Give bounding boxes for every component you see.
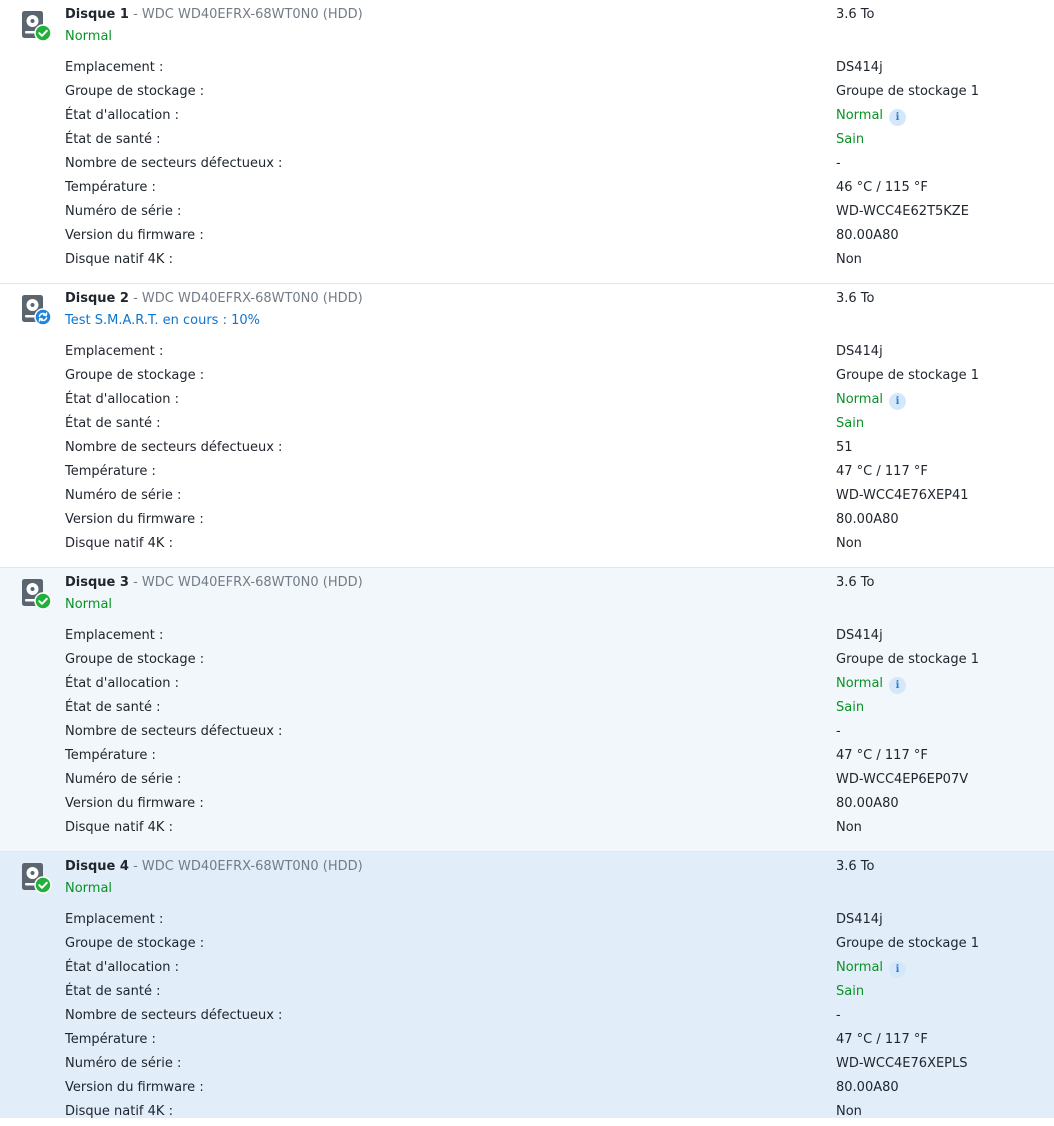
disk-item-2[interactable] — [0, 284, 1054, 568]
prop-value: 80.00A80 — [836, 1080, 899, 1095]
disk-properties — [65, 624, 1025, 840]
prop-allocation — [65, 956, 1025, 980]
allocation-status: Normal — [836, 392, 884, 407]
prop-value: Groupe de stockage 1 — [836, 368, 979, 383]
prop-native-4k — [65, 1100, 1025, 1118]
prop-storage-pool — [65, 648, 1025, 672]
disk-name: Disque 4 — [65, 859, 129, 874]
check-circle-icon — [35, 877, 51, 893]
prop-label: État de santé : — [65, 416, 161, 431]
allocation-status: Normal — [836, 108, 884, 123]
prop-value: DS414j — [836, 344, 883, 359]
prop-health — [65, 412, 1025, 436]
disk-name: Disque 1 — [65, 7, 129, 22]
prop-bad-sectors — [65, 720, 1025, 744]
prop-label: Groupe de stockage : — [65, 368, 205, 383]
prop-health — [65, 128, 1025, 152]
prop-label: Numéro de série : — [65, 772, 182, 787]
prop-value: Non — [836, 1104, 862, 1118]
prop-label: Température : — [65, 1032, 156, 1047]
prop-label: Disque natif 4K : — [65, 820, 173, 835]
prop-health — [65, 980, 1025, 1004]
prop-storage-pool — [65, 364, 1025, 388]
prop-value-wrap — [836, 108, 906, 126]
check-circle-icon — [35, 593, 51, 609]
prop-value: Sain — [836, 416, 865, 431]
title-separator: - — [133, 859, 138, 874]
prop-bad-sectors — [65, 436, 1025, 460]
prop-value: Groupe de stockage 1 — [836, 84, 979, 99]
prop-label: Température : — [65, 464, 156, 479]
prop-location — [65, 340, 1025, 364]
prop-label: État d'allocation : — [65, 676, 180, 691]
prop-value: Sain — [836, 984, 865, 999]
prop-value: WD-WCC4E76XEP41 — [836, 488, 969, 503]
prop-value: Non — [836, 536, 862, 551]
check-circle-icon — [35, 25, 51, 41]
prop-value-wrap — [836, 392, 906, 410]
prop-label: Emplacement : — [65, 60, 164, 75]
prop-value: 51 — [836, 440, 853, 455]
prop-value: Non — [836, 252, 862, 267]
disk-item-4[interactable] — [0, 852, 1054, 1118]
prop-label: Version du firmware : — [65, 1080, 204, 1095]
disk-status: Normal — [65, 29, 113, 44]
prop-value: - — [836, 156, 841, 171]
prop-label: Température : — [65, 180, 156, 195]
prop-firmware — [65, 1076, 1025, 1100]
disk-title — [65, 290, 363, 307]
prop-value: DS414j — [836, 912, 883, 927]
prop-label: État d'allocation : — [65, 108, 180, 123]
hard-drive-icon — [20, 294, 52, 326]
prop-temperature — [65, 1028, 1025, 1052]
prop-allocation — [65, 104, 1025, 128]
prop-health — [65, 696, 1025, 720]
disk-title — [65, 574, 363, 591]
prop-label: Nombre de secteurs défectueux : — [65, 724, 283, 739]
prop-value: DS414j — [836, 60, 883, 75]
prop-label: État d'allocation : — [65, 392, 180, 407]
title-separator: - — [133, 291, 138, 306]
disk-title — [65, 6, 363, 23]
prop-location — [65, 908, 1025, 932]
prop-label: Disque natif 4K : — [65, 252, 173, 267]
disk-properties — [65, 340, 1025, 556]
prop-label: Nombre de secteurs défectueux : — [65, 156, 283, 171]
disk-item-3[interactable] — [0, 568, 1054, 852]
prop-label: Emplacement : — [65, 912, 164, 927]
prop-label: Nombre de secteurs défectueux : — [65, 440, 283, 455]
prop-value: Groupe de stockage 1 — [836, 652, 979, 667]
disk-title — [65, 858, 363, 875]
prop-value-wrap — [836, 960, 906, 978]
prop-storage-pool — [65, 932, 1025, 956]
prop-label: État de santé : — [65, 700, 161, 715]
prop-label: État de santé : — [65, 984, 161, 999]
disk-properties — [65, 908, 1025, 1118]
prop-label: Numéro de série : — [65, 204, 182, 219]
prop-location — [65, 624, 1025, 648]
hard-drive-icon — [20, 862, 52, 894]
disk-model: WDC WD40EFRX-68WT0N0 (HDD) — [141, 291, 363, 306]
prop-label: État de santé : — [65, 132, 161, 147]
hard-drive-icon — [20, 578, 52, 610]
prop-label: Numéro de série : — [65, 488, 182, 503]
disk-status: Normal — [65, 881, 113, 896]
prop-value: Non — [836, 820, 862, 835]
prop-value: 80.00A80 — [836, 512, 899, 527]
prop-allocation — [65, 672, 1025, 696]
prop-temperature — [65, 460, 1025, 484]
prop-label: Disque natif 4K : — [65, 536, 173, 551]
disk-name: Disque 2 — [65, 291, 129, 306]
disk-properties — [65, 56, 1025, 272]
prop-value: 80.00A80 — [836, 228, 899, 243]
disk-status: Normal — [65, 597, 113, 612]
prop-label: Groupe de stockage : — [65, 936, 205, 951]
prop-label: Groupe de stockage : — [65, 652, 205, 667]
prop-label: Emplacement : — [65, 344, 164, 359]
prop-value: Sain — [836, 132, 865, 147]
prop-bad-sectors — [65, 152, 1025, 176]
allocation-status: Normal — [836, 960, 884, 975]
prop-value: 46 °C / 115 °F — [836, 180, 928, 195]
disk-size: 3.6 To — [836, 859, 875, 874]
disk-status: Test S.M.A.R.T. en cours : 10% — [65, 313, 260, 328]
prop-value: - — [836, 1008, 841, 1023]
disk-model: WDC WD40EFRX-68WT0N0 (HDD) — [141, 859, 363, 874]
disk-size: 3.6 To — [836, 575, 875, 590]
prop-label: Groupe de stockage : — [65, 84, 205, 99]
disk-size: 3.6 To — [836, 7, 875, 22]
allocation-status: Normal — [836, 676, 884, 691]
prop-label: Numéro de série : — [65, 1056, 182, 1071]
prop-firmware — [65, 508, 1025, 532]
prop-native-4k — [65, 248, 1025, 272]
prop-value: WD-WCC4EP6EP07V — [836, 772, 969, 787]
prop-label: Disque natif 4K : — [65, 1104, 173, 1118]
prop-value: WD-WCC4E62T5KZE — [836, 204, 969, 219]
prop-value: 47 °C / 117 °F — [836, 1032, 928, 1047]
prop-serial — [65, 200, 1025, 224]
prop-serial — [65, 768, 1025, 792]
prop-value: Sain — [836, 700, 865, 715]
title-separator: - — [133, 7, 138, 22]
prop-value: 47 °C / 117 °F — [836, 464, 928, 479]
prop-storage-pool — [65, 80, 1025, 104]
prop-location — [65, 56, 1025, 80]
prop-value-wrap — [836, 676, 906, 694]
prop-serial — [65, 1052, 1025, 1076]
info-icon[interactable]: i — [889, 961, 906, 978]
prop-value: DS414j — [836, 628, 883, 643]
hard-drive-icon — [20, 10, 52, 42]
info-icon[interactable]: i — [889, 393, 906, 410]
disk-name: Disque 3 — [65, 575, 129, 590]
prop-label: Température : — [65, 748, 156, 763]
prop-bad-sectors — [65, 1004, 1025, 1028]
prop-allocation — [65, 388, 1025, 412]
info-icon[interactable]: i — [889, 677, 906, 694]
prop-value: WD-WCC4E76XEPLS — [836, 1056, 968, 1071]
disk-size: 3.6 To — [836, 291, 875, 306]
prop-serial — [65, 484, 1025, 508]
prop-temperature — [65, 176, 1025, 200]
disk-model: WDC WD40EFRX-68WT0N0 (HDD) — [141, 575, 363, 590]
prop-label: Version du firmware : — [65, 796, 204, 811]
prop-label: Version du firmware : — [65, 228, 204, 243]
disk-model: WDC WD40EFRX-68WT0N0 (HDD) — [141, 7, 363, 22]
prop-label: État d'allocation : — [65, 960, 180, 975]
prop-value: Groupe de stockage 1 — [836, 936, 979, 951]
prop-label: Nombre de secteurs défectueux : — [65, 1008, 283, 1023]
prop-firmware — [65, 224, 1025, 248]
info-icon[interactable]: i — [889, 109, 906, 126]
prop-native-4k — [65, 816, 1025, 840]
prop-value: - — [836, 724, 841, 739]
prop-firmware — [65, 792, 1025, 816]
disk-item-1[interactable] — [0, 0, 1054, 284]
prop-label: Version du firmware : — [65, 512, 204, 527]
prop-temperature — [65, 744, 1025, 768]
title-separator: - — [133, 575, 138, 590]
prop-native-4k — [65, 532, 1025, 556]
sync-icon — [35, 309, 51, 325]
prop-value: 47 °C / 117 °F — [836, 748, 928, 763]
prop-label: Emplacement : — [65, 628, 164, 643]
prop-value: 80.00A80 — [836, 796, 899, 811]
